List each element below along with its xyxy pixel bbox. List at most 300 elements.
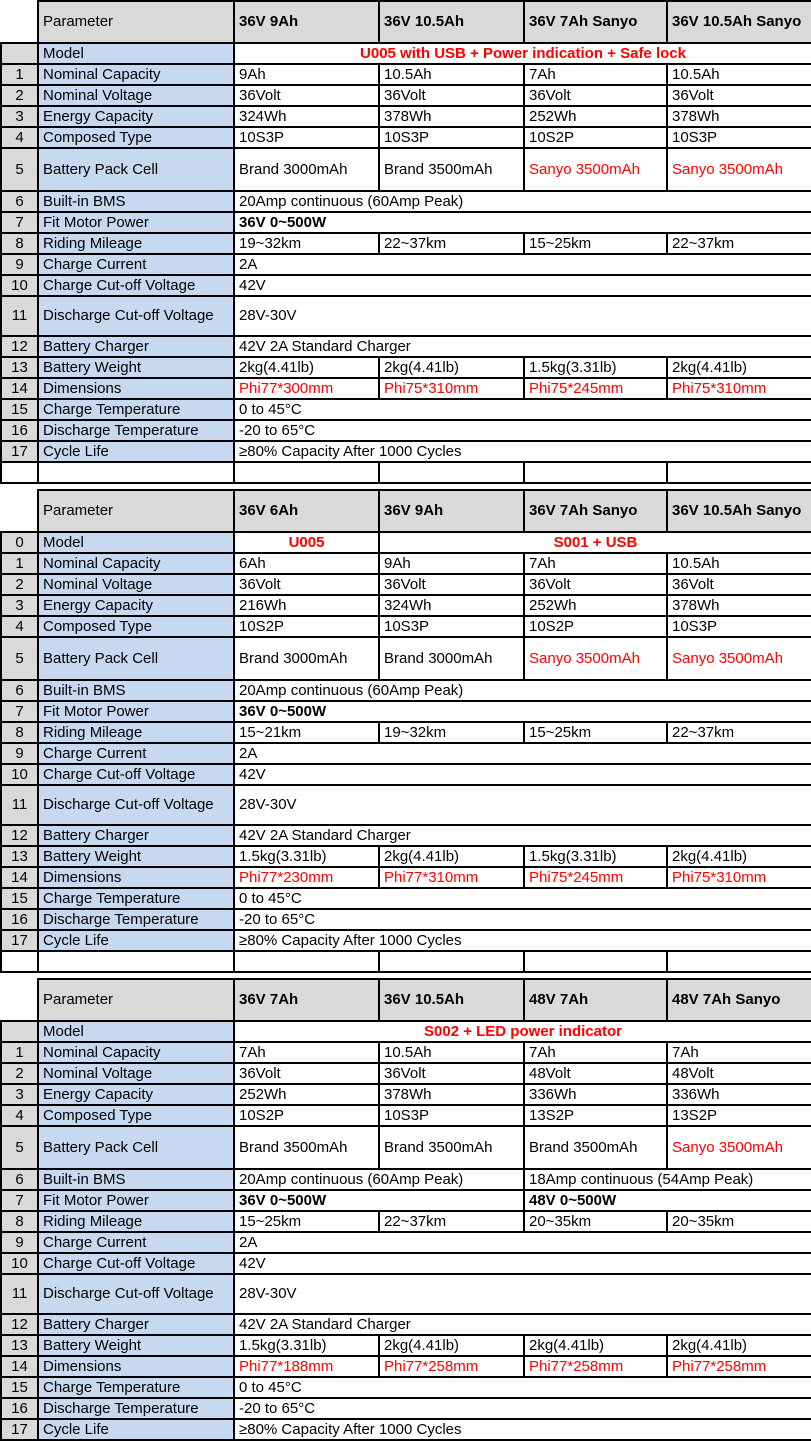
table-row [1,106,811,127]
table-row [1,233,811,254]
table-row [1,378,811,399]
table-row [1,930,811,951]
value-cell: 48Volt [667,1063,811,1084]
column-header: 36V 10.5Ah [379,979,524,1021]
value-cell: 1.5kg(3.31lb) [524,846,667,867]
parameter-label: Charge Current [38,254,234,275]
parameter-label: Cycle Life [38,930,234,951]
separator-cell [524,951,667,972]
value-cell: ≥80% Capacity After 1000 Cycles [234,930,811,951]
separator-cell [1,462,38,483]
table-row [1,399,811,420]
table-row [1,722,811,743]
table-row [1,1063,811,1084]
table-row [1,888,811,909]
value-cell: 0 to 45°C [234,1377,811,1398]
table-row [1,357,811,378]
table-row [1,254,811,275]
table-row [1,532,811,553]
row-number: 0 [1,532,38,553]
row-number: 9 [1,743,38,764]
table-row [1,616,811,637]
value-cell: 10S3P [379,127,524,148]
parameter-label: Charge Current [38,1232,234,1253]
model-value: U005 [234,532,379,553]
table-row [1,1274,811,1314]
value-cell: Brand 3000mAh [234,637,379,680]
spec-table-1 [0,0,811,484]
parameter-label: Discharge Temperature [38,420,234,441]
table-row [1,1211,811,1232]
value-cell: ≥80% Capacity After 1000 Cycles [234,1419,811,1440]
row-number: 17 [1,1419,38,1440]
value-cell: 2kg(4.41lb) [379,846,524,867]
row-number: 5 [1,1126,38,1169]
table-row [1,595,811,616]
column-header: 36V 6Ah [234,490,379,532]
parameter-label: Cycle Life [38,441,234,462]
value-cell: 36V 0~500W [234,212,811,233]
table-header-row [1,490,811,532]
value-cell: 18Amp continuous (54Amp Peak) [524,1169,811,1190]
value-cell: 2kg(4.41lb) [379,357,524,378]
row-number: 1 [1,64,38,85]
value-cell: -20 to 65°C [234,1398,811,1419]
row-number: 2 [1,1063,38,1084]
row-number: 1 [1,1042,38,1063]
value-cell: 48Volt [524,1063,667,1084]
value-cell: 7Ah [234,1042,379,1063]
row-number: 17 [1,441,38,462]
value-cell: 252Wh [234,1084,379,1105]
row-number: 1 [1,553,38,574]
parameter-label: Composed Type [38,127,234,148]
value-cell: Brand 3500mAh [379,148,524,191]
parameter-label: Charge Current [38,743,234,764]
value-cell: 10S3P [234,127,379,148]
table-row [1,909,811,930]
value-cell: Phi77*310mm [379,867,524,888]
value-cell: ≥80% Capacity After 1000 Cycles [234,441,811,462]
table-row [1,553,811,574]
parameter-label: Battery Pack Cell [38,637,234,680]
value-cell: 28V-30V [234,785,811,825]
row-number: 13 [1,846,38,867]
parameter-label: Built-in BMS [38,191,234,212]
value-cell: 36Volt [234,1063,379,1084]
parameter-label: Fit Motor Power [38,212,234,233]
value-cell: 10S3P [379,1105,524,1126]
row-number: 15 [1,888,38,909]
value-cell: 0 to 45°C [234,888,811,909]
value-cell: 48V 0~500W [524,1190,811,1211]
row-number: 16 [1,1398,38,1419]
value-cell: 216Wh [234,595,379,616]
row-number: 15 [1,1377,38,1398]
value-cell: 42V 2A Standard Charger [234,1314,811,1335]
table-row [1,441,811,462]
value-cell: 2kg(4.41lb) [667,357,811,378]
parameter-label: Discharge Cut-off Voltage [38,785,234,825]
table-header-row [1,1,811,43]
row-number: 15 [1,399,38,420]
parameter-label: Model [38,1021,234,1042]
table-row [1,1419,811,1440]
parameter-label: Composed Type [38,1105,234,1126]
value-cell: 20~35km [524,1211,667,1232]
spec-table-2 [0,489,811,973]
parameter-label: Riding Mileage [38,233,234,254]
value-cell: 252Wh [524,595,667,616]
value-cell: 10S3P [667,127,811,148]
row-number: 3 [1,1084,38,1105]
separator-row [1,951,811,972]
value-cell: 36Volt [524,85,667,106]
row-number: 14 [1,378,38,399]
parameter-label: Charge Cut-off Voltage [38,764,234,785]
value-cell: Sanyo 3500mAh [667,637,811,680]
value-cell: 252Wh [524,106,667,127]
row-number: 16 [1,420,38,441]
parameter-label: Discharge Temperature [38,1398,234,1419]
table-row [1,701,811,722]
value-cell: 36V 0~500W [234,701,811,722]
table-row [1,1190,811,1211]
table-row [1,1105,811,1126]
parameter-label: Nominal Capacity [38,1042,234,1063]
row-number: 3 [1,595,38,616]
value-cell: 9Ah [379,553,524,574]
row-number: 9 [1,254,38,275]
value-cell: 2kg(4.41lb) [379,1335,524,1356]
parameter-label: Discharge Cut-off Voltage [38,1274,234,1314]
parameter-label: Charge Temperature [38,1377,234,1398]
row-number: 10 [1,1253,38,1274]
row-number [1,43,38,64]
value-cell: Brand 3000mAh [379,637,524,680]
parameter-label: Nominal Capacity [38,553,234,574]
value-cell: 378Wh [667,106,811,127]
model-value: S001 + USB [379,532,811,553]
value-cell: 36Volt [524,574,667,595]
value-cell: 22~37km [667,233,811,254]
parameter-label: Model [38,532,234,553]
table-row [1,1021,811,1042]
value-cell: 378Wh [667,595,811,616]
separator-cell [38,462,234,483]
row-number: 6 [1,1169,38,1190]
value-cell: 10S2P [234,1105,379,1126]
value-cell: 2kg(4.41lb) [667,1335,811,1356]
table-header-row [1,979,811,1021]
parameter-label: Battery Weight [38,1335,234,1356]
table-row [1,846,811,867]
value-cell: 7Ah [667,1042,811,1063]
value-cell: 10S2P [524,127,667,148]
table-row [1,764,811,785]
value-cell: -20 to 65°C [234,909,811,930]
value-cell: 36Volt [234,85,379,106]
table-row [1,43,811,64]
value-cell: 7Ah [524,553,667,574]
table-row [1,574,811,595]
parameter-label: Battery Charger [38,1314,234,1335]
parameter-label: Nominal Voltage [38,1063,234,1084]
value-cell: 7Ah [524,1042,667,1063]
value-cell: 2A [234,743,811,764]
separator-cell [379,462,524,483]
parameter-label: Battery Charger [38,336,234,357]
separator-cell [234,951,379,972]
row-number: 6 [1,191,38,212]
row-number: 12 [1,1314,38,1335]
row-number: 11 [1,785,38,825]
row-number: 8 [1,1211,38,1232]
row-number: 7 [1,1190,38,1211]
value-cell: Phi77*230mm [234,867,379,888]
table-row [1,127,811,148]
value-cell: 36Volt [667,85,811,106]
parameter-label: Battery Charger [38,825,234,846]
column-header: 36V 10.5Ah Sanyo [667,1,811,43]
table-row [1,1042,811,1063]
value-cell: 42V [234,764,811,785]
separator-cell [379,951,524,972]
parameter-label: Dimensions [38,867,234,888]
value-cell: 20~35km [667,1211,811,1232]
value-cell: Brand 3500mAh [524,1126,667,1169]
value-cell: Phi75*245mm [524,378,667,399]
table-row [1,275,811,296]
table-row [1,1232,811,1253]
value-cell: 378Wh [379,1084,524,1105]
table-row [1,212,811,233]
value-cell: 15~25km [234,1211,379,1232]
value-cell: Phi77*300mm [234,378,379,399]
separator-cell [667,462,811,483]
parameter-label: Battery Weight [38,846,234,867]
table-row [1,637,811,680]
value-cell: 42V 2A Standard Charger [234,336,811,357]
value-cell: 36Volt [234,574,379,595]
table-row [1,336,811,357]
value-cell: 36Volt [379,1063,524,1084]
parameter-label: Riding Mileage [38,1211,234,1232]
table-row [1,85,811,106]
table-row [1,825,811,846]
row-number: 13 [1,357,38,378]
column-header: 48V 7Ah Sanyo [667,979,811,1021]
parameter-label: Composed Type [38,616,234,637]
value-cell: 20Amp continuous (60Amp Peak) [234,191,811,212]
row-number: 5 [1,148,38,191]
corner-cell [1,979,38,1021]
value-cell: 10.5Ah [379,1042,524,1063]
row-number: 12 [1,336,38,357]
value-cell: 7Ah [524,64,667,85]
value-cell: Brand 3000mAh [234,148,379,191]
row-number: 4 [1,1105,38,1126]
parameter-label: Charge Temperature [38,888,234,909]
spec-table-3 [0,978,811,1441]
row-number: 17 [1,930,38,951]
column-header: 36V 9Ah [234,1,379,43]
row-number: 7 [1,701,38,722]
value-cell: Phi75*245mm [524,867,667,888]
row-number: 5 [1,637,38,680]
row-number: 4 [1,127,38,148]
value-cell: Sanyo 3500mAh [667,148,811,191]
table-row [1,1356,811,1377]
value-cell: 6Ah [234,553,379,574]
separator-cell [234,462,379,483]
value-cell: Brand 3500mAh [379,1126,524,1169]
separator-cell [667,951,811,972]
value-cell: 42V [234,275,811,296]
row-number: 3 [1,106,38,127]
value-cell: 10.5Ah [379,64,524,85]
value-cell: 1.5kg(3.31lb) [234,1335,379,1356]
value-cell: 324Wh [379,595,524,616]
value-cell: 10S3P [379,616,524,637]
value-cell: 15~25km [524,233,667,254]
value-cell: 42V [234,1253,811,1274]
table-row [1,1398,811,1419]
value-cell: 10.5Ah [667,64,811,85]
value-cell: Sanyo 3500mAh [524,148,667,191]
parameter-label: Dimensions [38,1356,234,1377]
parameter-label: Charge Cut-off Voltage [38,1253,234,1274]
parameter-label: Energy Capacity [38,106,234,127]
corner-cell [1,490,38,532]
value-cell: 22~37km [379,1211,524,1232]
value-cell: 9Ah [234,64,379,85]
separator-cell [1,951,38,972]
column-header: 48V 7Ah [524,979,667,1021]
parameter-label: Charge Cut-off Voltage [38,275,234,296]
parameter-label: Built-in BMS [38,680,234,701]
table-row [1,1377,811,1398]
corner-cell [1,1,38,43]
value-cell: Phi75*310mm [379,378,524,399]
parameter-label: Cycle Life [38,1419,234,1440]
parameter-label: Discharge Temperature [38,909,234,930]
table-row [1,743,811,764]
value-cell: 20Amp continuous (60Amp Peak) [234,680,811,701]
parameter-header: Parameter [38,979,234,1021]
value-cell: 10S3P [667,616,811,637]
row-number: 10 [1,275,38,296]
column-header: 36V 10.5Ah [379,1,524,43]
value-cell: 324Wh [234,106,379,127]
column-header: 36V 7Ah Sanyo [524,490,667,532]
value-cell: 2kg(4.41lb) [234,357,379,378]
parameter-label: Nominal Voltage [38,574,234,595]
value-cell: 22~37km [667,722,811,743]
value-cell: 28V-30V [234,1274,811,1314]
parameter-label: Energy Capacity [38,595,234,616]
table-row [1,1335,811,1356]
row-number: 9 [1,1232,38,1253]
separator-row [1,462,811,483]
table-row [1,1253,811,1274]
value-cell: 22~37km [379,233,524,254]
table-row [1,1314,811,1335]
value-cell: Phi75*310mm [667,867,811,888]
row-number: 12 [1,825,38,846]
parameter-label: Battery Pack Cell [38,148,234,191]
value-cell: 378Wh [379,106,524,127]
model-value: U005 with USB + Power indication + Safe lock [234,43,811,64]
table-row [1,191,811,212]
value-cell: 19~32km [234,233,379,254]
table-row [1,64,811,85]
table-row [1,1126,811,1169]
value-cell: 336Wh [667,1084,811,1105]
value-cell: Sanyo 3500mAh [524,637,667,680]
value-cell: 19~32km [379,722,524,743]
row-number: 2 [1,85,38,106]
value-cell: Brand 3500mAh [234,1126,379,1169]
value-cell: 2kg(4.41lb) [667,846,811,867]
value-cell: 20Amp continuous (60Amp Peak) [234,1169,524,1190]
parameter-header: Parameter [38,490,234,532]
row-number: 2 [1,574,38,595]
value-cell: 42V 2A Standard Charger [234,825,811,846]
row-number [1,1021,38,1042]
column-header: 36V 7Ah Sanyo [524,1,667,43]
value-cell: 1.5kg(3.31lb) [234,846,379,867]
table-row [1,296,811,336]
value-cell: Phi77*258mm [379,1356,524,1377]
row-number: 8 [1,722,38,743]
value-cell: 13S2P [667,1105,811,1126]
row-number: 13 [1,1335,38,1356]
parameter-label: Battery Pack Cell [38,1126,234,1169]
value-cell: 10S2P [524,616,667,637]
parameter-label: Nominal Voltage [38,85,234,106]
table-row [1,420,811,441]
table-row [1,785,811,825]
row-number: 6 [1,680,38,701]
value-cell: 15~21km [234,722,379,743]
row-number: 11 [1,1274,38,1314]
parameter-label: Discharge Cut-off Voltage [38,296,234,336]
value-cell: 36Volt [379,574,524,595]
separator-cell [524,462,667,483]
value-cell: Phi75*310mm [667,378,811,399]
row-number: 10 [1,764,38,785]
value-cell: 336Wh [524,1084,667,1105]
value-cell: Phi77*258mm [667,1356,811,1377]
value-cell: Phi77*188mm [234,1356,379,1377]
value-cell: 36V 0~500W [234,1190,524,1211]
value-cell: 2A [234,254,811,275]
table-row [1,1084,811,1105]
column-header: 36V 10.5Ah Sanyo [667,490,811,532]
parameter-label: Fit Motor Power [38,1190,234,1211]
value-cell: Phi77*258mm [524,1356,667,1377]
value-cell: 2kg(4.41lb) [524,1335,667,1356]
column-header: 36V 7Ah [234,979,379,1021]
value-cell: 10.5Ah [667,553,811,574]
table-row [1,680,811,701]
parameter-label: Model [38,43,234,64]
model-value: S002 + LED power indicator [234,1021,811,1042]
value-cell: 36Volt [667,574,811,595]
row-number: 11 [1,296,38,336]
table-row [1,1169,811,1190]
